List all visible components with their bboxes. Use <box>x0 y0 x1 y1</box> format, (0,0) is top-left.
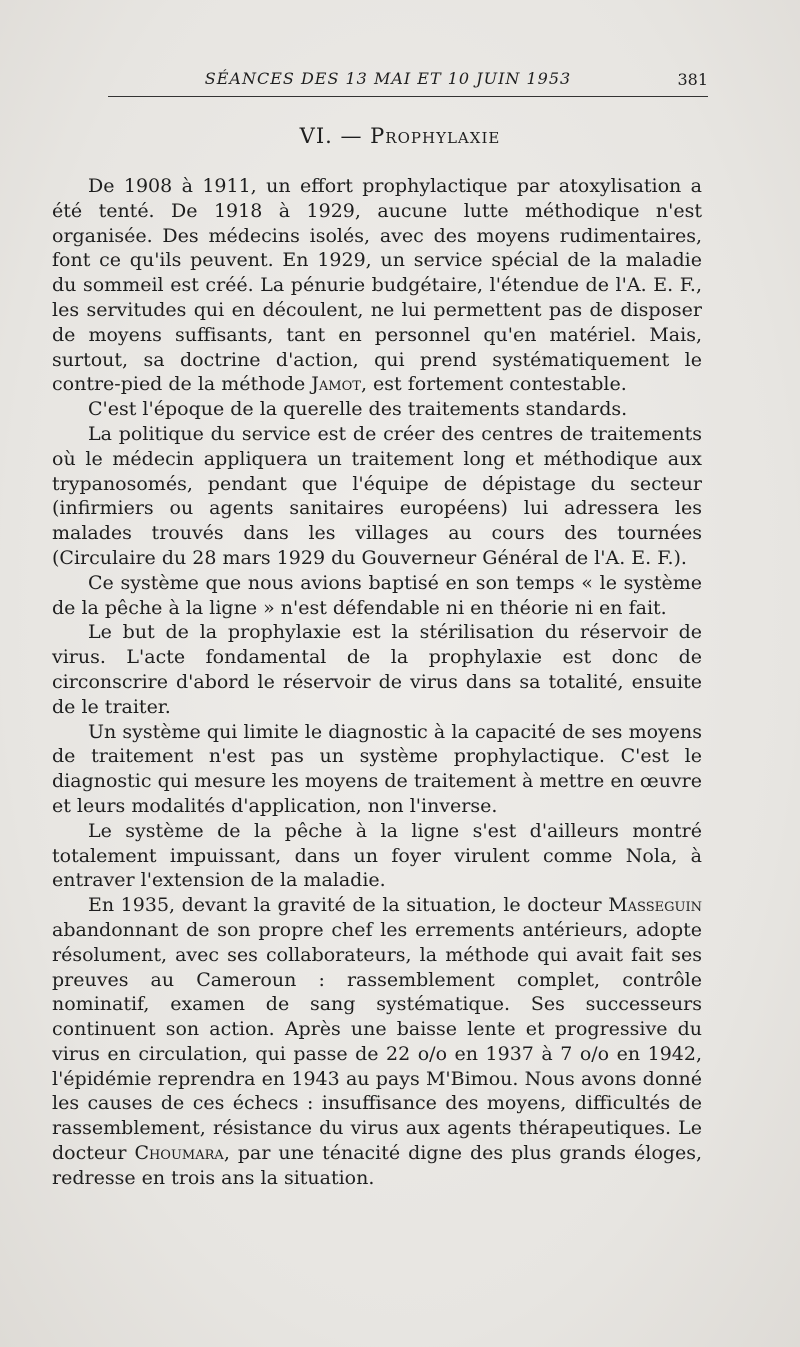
section-heading <box>60 124 740 148</box>
section-dash: — <box>340 124 363 148</box>
section-title: Prophylaxie <box>370 124 501 148</box>
text-run: Le but de la prophylaxie est la stérilisation du réservoir de virus. L'acte fondamental de la prophylaxie est donc de circonscrire d'abord le réservoir de virus dans sa totalité, ensuite de le traiter. <box>52 621 702 718</box>
text-run: Un système qui limite le diagnostic à la capacité de ses moyens de traitement n'est pas un système prophylactique. C'est le diagnostic qui mesure les moyens de traitement à mettre en œuvre et leurs modalités d'application, non l'inverse. <box>52 720 702 817</box>
paragraph <box>52 422 702 571</box>
paragraph <box>52 893 702 1191</box>
paragraph <box>52 571 702 621</box>
body-text <box>52 174 702 1191</box>
text-run: C'est l'époque de la querelle des traitements standards. <box>88 398 628 421</box>
author-name: Jamot <box>311 373 361 396</box>
header-rule <box>108 96 708 97</box>
paragraph <box>52 174 702 397</box>
text-run: Ce système que nous avions baptisé en son temps « le système de la pêche à la ligne » n'est défendable ni en théorie ni en fait. <box>52 571 702 619</box>
paragraph <box>52 620 702 719</box>
text-run: De 1908 à 1911, un effort prophylactique par atoxylisation a été tenté. De 1918 à 1929, aucune lutte méthodique n'est organisée. Des médecins isolés, avec des moyens rudimentaires, font ce qu'ils peuvent. En 1929, un service spécial de la maladie du sommeil est créé. La pénurie budgétaire, l'étendue de l'A. E. F., les servitudes qui en découlent, ne lui permettent pas de disposer de moyens suffisants, tant en personnel qu'en matériel. Mais, surtout, sa doctrine d'action, qui prend systématiquement le contre-pied de la méthode <box>52 175 702 396</box>
text-run: La politique du service est de créer des centres de traitements où le médecin appliquera un traitement long et méthodique aux trypanosomés, pendant que l'équipe de dépistage du secteur (infirmiers ou agents sanitaires européens) lui adressera les malades trouvés dans les villages au cours des tournées (Circulaire du 28 mars 1929 du Gouverneur Général de l'A. E. F.). <box>52 422 702 569</box>
text-run: Le système de la pêche à la ligne s'est d'ailleurs montré totalement impuissant, dans un foyer virulent comme Nola, à entraver l'extension de la maladie. <box>52 819 702 892</box>
text-run: , par une ténacité digne des plus grands éloges, redresse en trois ans la situation. <box>52 1142 703 1189</box>
author-name: Masseguin <box>608 894 702 917</box>
text-run: , est fortement contestable. <box>360 373 627 396</box>
paragraph <box>52 819 702 893</box>
paragraph <box>52 397 702 422</box>
running-title: SÉANCES DES 13 MAI ET 10 JUIN 1953 <box>204 69 572 88</box>
author-name: Choumara <box>134 1142 224 1165</box>
page-number: 381 <box>677 70 708 89</box>
text-run: En 1935, devant la gravité de la situation, le docteur <box>88 894 609 917</box>
section-number: VI. <box>299 124 333 148</box>
text-run: abandonnant de son propre chef les errements antérieurs, adopte résolument, avec ses collaborateurs, la méthode qui avait fait ses preuves au Cameroun : rassemblement complet, contrôle nominatif, examen de sang systématique. Ses successeurs continuent son action. Après une baisse lente et progressive du virus en circulation, qui passe de 22 o/o en 1937 à 7 o/o en 1942, l'épidémie reprendra en 1943 au pays M'Bimou. Nous avons donné les causes de ces échecs : insuffisance des moyens, difficultés de rassemblement, résistance du virus aux agents thérapeutiques. Le docteur <box>52 918 702 1165</box>
paragraph <box>52 720 702 819</box>
page-header <box>108 64 708 100</box>
